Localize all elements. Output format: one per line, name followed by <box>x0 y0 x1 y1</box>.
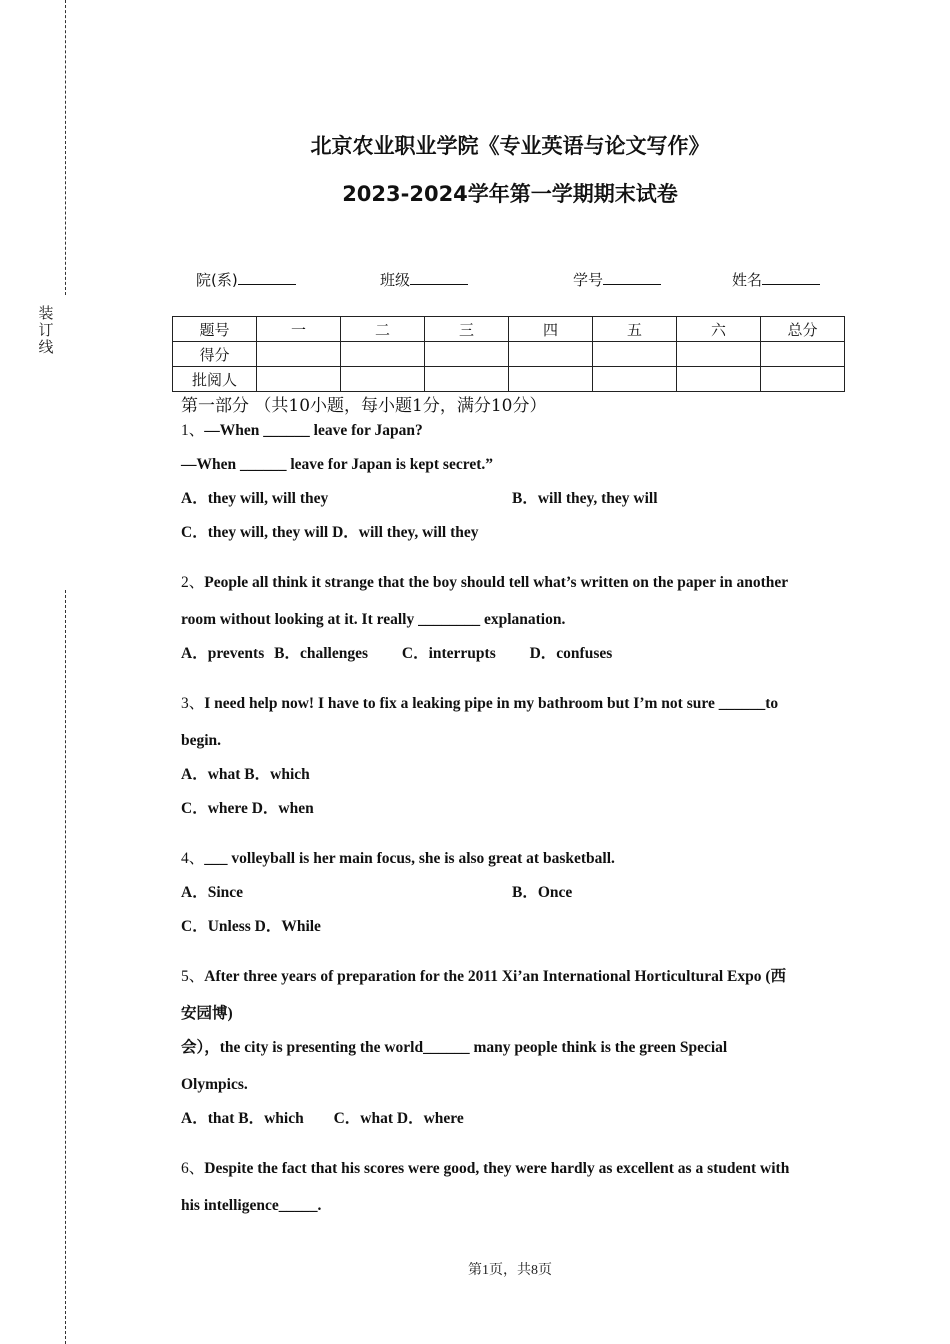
question-1-options-ab <box>181 488 841 522</box>
grader-cell[interactable] <box>425 367 509 392</box>
question-number: 1、 <box>181 422 205 439</box>
question-5 <box>181 966 841 1142</box>
question-number: 5、 <box>181 968 205 985</box>
score-cell[interactable] <box>425 342 509 367</box>
department-field[interactable] <box>196 268 296 290</box>
option-a[interactable]: A．prevents <box>181 645 265 662</box>
question-number: 3、 <box>181 695 205 712</box>
header-cell: 总分 <box>761 317 845 342</box>
score-cell[interactable] <box>761 342 845 367</box>
question-1 <box>181 420 841 556</box>
question-3-stem-2: begin. <box>181 732 222 749</box>
question-text: I need help now! I have to fix a leaking pipe in my bathroom but I’m not sure ______to <box>204 695 779 712</box>
grader-cell[interactable] <box>341 367 425 392</box>
question-number: 6、 <box>181 1160 205 1177</box>
exam-title-line1: 北京农业职业学院《专业英语与论文写作》 <box>310 134 710 158</box>
option-ab[interactable]: A．that B．which <box>181 1110 304 1127</box>
question-6-stem-2: his intelligence_____. <box>181 1197 322 1214</box>
question-text: People all think it strange that the boy should tell what’s written on the paper in another <box>204 574 789 591</box>
header-cell: 四 <box>509 317 593 342</box>
class-label: 班级 <box>380 271 411 289</box>
question-6-stem <box>181 1158 841 1195</box>
class-blank[interactable] <box>410 268 468 285</box>
student-id-blank[interactable] <box>603 268 661 285</box>
grader-cell[interactable] <box>257 367 341 392</box>
option-b[interactable]: B．Once <box>512 884 573 901</box>
student-info-row <box>0 268 950 292</box>
student-id-label: 学号 <box>573 271 604 289</box>
question-3-stem <box>181 693 841 730</box>
question-3-options-ab[interactable]: A．what B．which <box>181 766 310 783</box>
page-footer: 第1页，共8页 <box>468 1263 552 1278</box>
score-cell[interactable] <box>677 342 761 367</box>
question-5-stem-3: 会），the city is presenting the world______ many people think is the green Special <box>181 1039 728 1056</box>
question-4-options-ab <box>181 882 841 916</box>
question-3-options-cd[interactable]: C．where D．when <box>181 800 314 817</box>
option-d[interactable]: D．confuses <box>529 645 613 662</box>
score-table-header-row <box>173 317 845 342</box>
binding-char: 线 <box>38 338 54 356</box>
question-5-stem <box>181 966 841 1003</box>
question-5-stem-4: Olympics. <box>181 1076 248 1093</box>
option-c[interactable]: C．interrupts <box>401 645 496 662</box>
option-b[interactable]: B．challenges <box>274 645 368 662</box>
binding-label <box>38 305 54 356</box>
header-cell: 六 <box>677 317 761 342</box>
score-cell[interactable] <box>341 342 425 367</box>
header-cell: 五 <box>593 317 677 342</box>
question-4 <box>181 848 841 950</box>
question-2-stem <box>181 572 841 609</box>
question-text: —When ______ leave for Japan? <box>204 422 423 439</box>
question-1-options-cd[interactable]: C．they will, they will D．will they, will they <box>181 524 479 541</box>
name-label: 姓名 <box>732 271 763 289</box>
header-cell: 题号 <box>173 317 257 342</box>
option-cd[interactable]: C．what D．where <box>333 1110 464 1127</box>
score-table <box>172 316 845 392</box>
score-cell[interactable] <box>257 342 341 367</box>
department-label: 院(系) <box>196 271 238 289</box>
department-blank[interactable] <box>238 268 296 285</box>
question-1-stem <box>181 420 841 454</box>
question-4-options-cd[interactable]: C．Unless D．While <box>181 918 321 935</box>
question-1-stem-2: —When ______ leave for Japan is kept secret.” <box>181 456 493 473</box>
question-text: After three years of preparation for the 2011 Xi’an International Horticultural Expo (西 <box>204 968 787 985</box>
question-text: ___ volleyball is her main focus, she is also great at basketball. <box>204 850 615 867</box>
score-table-score-row <box>173 342 845 367</box>
binding-char: 装 <box>38 304 54 322</box>
header-cell: 一 <box>257 317 341 342</box>
header-cell: 三 <box>425 317 509 342</box>
question-2-stem-2: room without looking at it. It really ________ explanation. <box>181 611 566 628</box>
option-a[interactable]: A．Since <box>181 884 244 901</box>
score-cell[interactable] <box>509 342 593 367</box>
question-4-stem <box>181 848 841 882</box>
question-2 <box>181 572 841 677</box>
question-3 <box>181 693 841 832</box>
class-field[interactable] <box>380 268 468 290</box>
grader-cell[interactable] <box>677 367 761 392</box>
question-text: Despite the fact that his scores were good, they were hardly as excellent as a student with <box>204 1160 790 1177</box>
option-b[interactable]: B．will they, they will <box>512 490 658 507</box>
question-2-options <box>181 643 841 677</box>
question-number: 4、 <box>181 850 205 867</box>
question-number: 2、 <box>181 574 205 591</box>
question-5-stem-2: 安园博) <box>181 1005 233 1022</box>
score-table-grader-row <box>173 367 845 392</box>
section-1-heading: 第一部分 （共10小题，每小题1分，满分10分） <box>181 396 547 416</box>
binding-char: 订 <box>38 321 54 339</box>
exam-content <box>181 392 841 1229</box>
score-cell[interactable] <box>593 342 677 367</box>
exam-title-line2: 2023-2024学年第一学期期末试卷 <box>342 182 678 206</box>
student-id-field[interactable] <box>573 268 661 290</box>
name-field[interactable] <box>732 268 820 290</box>
grader-cell[interactable] <box>509 367 593 392</box>
row-label-score: 得分 <box>173 342 257 367</box>
row-label-grader: 批阅人 <box>173 367 257 392</box>
question-5-options <box>181 1108 841 1142</box>
grader-cell[interactable] <box>761 367 845 392</box>
option-a[interactable]: A．they will, will they <box>181 490 329 507</box>
binding-dashed-line-bottom <box>65 590 66 1344</box>
header-cell: 二 <box>341 317 425 342</box>
question-6 <box>181 1158 841 1229</box>
name-blank[interactable] <box>762 268 820 285</box>
grader-cell[interactable] <box>593 367 677 392</box>
